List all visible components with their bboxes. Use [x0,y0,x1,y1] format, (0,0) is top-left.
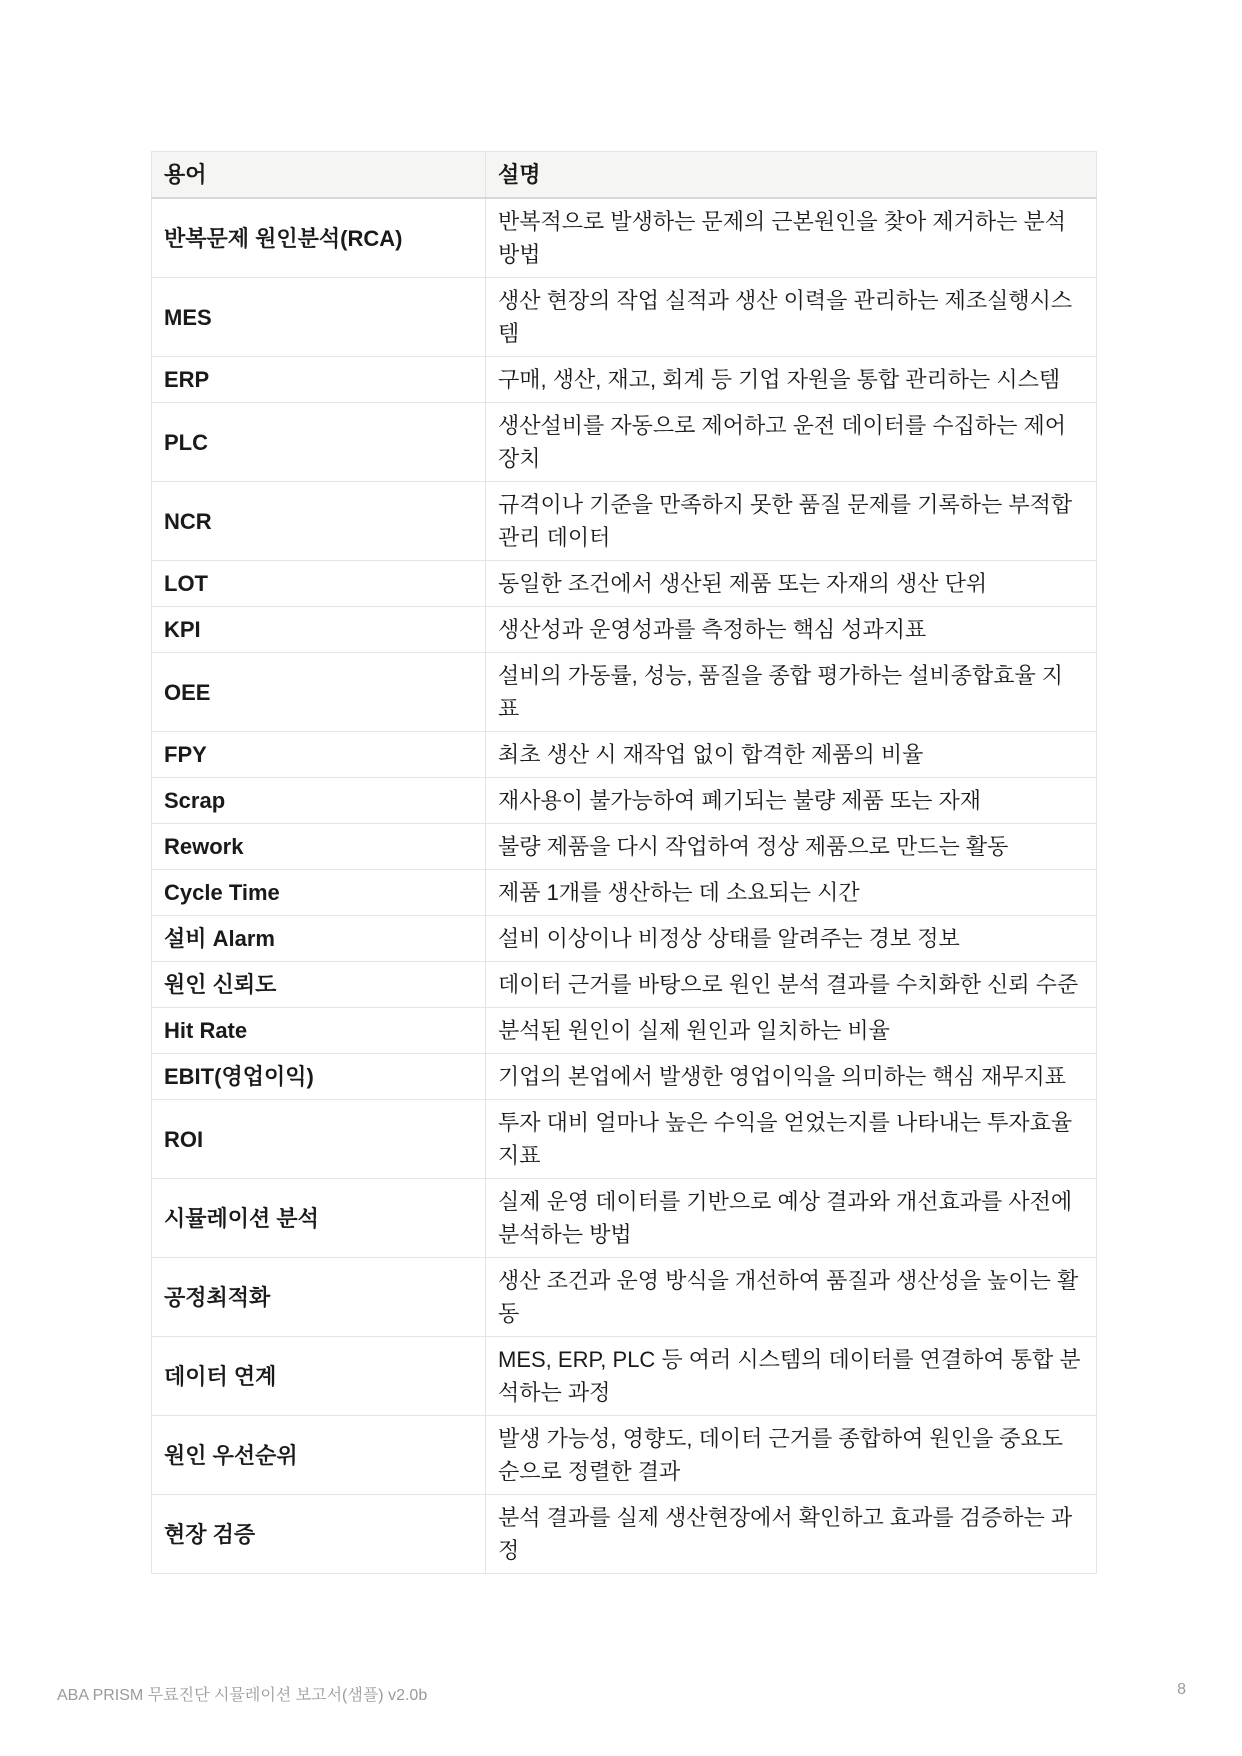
header-description: 설명 [486,152,1097,199]
term-cell: Cycle Time [152,870,486,916]
table-row [152,732,1097,778]
table-header-row [152,152,1097,199]
table-row [152,482,1097,561]
term-cell: ERP [152,357,486,403]
term-cell: FPY [152,732,486,778]
description-cell: 설비의 가동률, 성능, 품질을 종합 평가하는 설비종합효율 지표 [486,653,1097,732]
term-cell: Rework [152,824,486,870]
term-cell: ROI [152,1100,486,1179]
term-cell: 현장 검증 [152,1495,486,1574]
term-cell: NCR [152,482,486,561]
term-cell: PLC [152,403,486,482]
description-cell: 제품 1개를 생산하는 데 소요되는 시간 [486,870,1097,916]
table-row [152,824,1097,870]
term-cell: Scrap [152,778,486,824]
description-cell: 최초 생산 시 재작업 없이 합격한 제품의 비율 [486,732,1097,778]
footer-doc-title: ABA PRISM 무료진단 시뮬레이션 보고서(샘플) v2.0b [57,1687,428,1704]
term-cell: MES [152,278,486,357]
description-cell: 규격이나 기준을 만족하지 못한 품질 문제를 기록하는 부적합 관리 데이터 [486,482,1097,561]
table-row [152,870,1097,916]
description-cell: 투자 대비 얼마나 높은 수익을 얻었는지를 나타내는 투자효율 지표 [486,1100,1097,1179]
description-cell: 기업의 본업에서 발생한 영업이익을 의미하는 핵심 재무지표 [486,1054,1097,1100]
table-row [152,653,1097,732]
table-row [152,1179,1097,1258]
glossary-table [151,151,1097,1574]
description-cell: 분석된 원인이 실제 원인과 일치하는 비율 [486,1008,1097,1054]
table-row [152,778,1097,824]
description-cell: 동일한 조건에서 생산된 제품 또는 자재의 생산 단위 [486,561,1097,607]
term-cell: Hit Rate [152,1008,486,1054]
term-cell: 데이터 연계 [152,1337,486,1416]
description-cell: 생산설비를 자동으로 제어하고 운전 데이터를 수집하는 제어장치 [486,403,1097,482]
table-row [152,962,1097,1008]
table-row [152,561,1097,607]
table-row [152,357,1097,403]
table-row [152,916,1097,962]
page-number: 8 [1177,1681,1186,1698]
term-cell: 설비 Alarm [152,916,486,962]
description-cell: 구매, 생산, 재고, 회계 등 기업 자원을 통합 관리하는 시스템 [486,357,1097,403]
table-row [152,1258,1097,1337]
term-cell: LOT [152,561,486,607]
description-cell: 발생 가능성, 영향도, 데이터 근거를 종합하여 원인을 중요도 순으로 정렬한 결과 [486,1416,1097,1495]
term-cell: 시뮬레이션 분석 [152,1179,486,1258]
table-row [152,1416,1097,1495]
table-row [152,403,1097,482]
description-cell: 분석 결과를 실제 생산현장에서 확인하고 효과를 검증하는 과정 [486,1495,1097,1574]
table-row [152,607,1097,653]
description-cell: MES, ERP, PLC 등 여러 시스템의 데이터를 연결하여 통합 분석하는 과정 [486,1337,1097,1416]
header-term: 용어 [152,152,486,199]
description-cell: 생산 현장의 작업 실적과 생산 이력을 관리하는 제조실행시스템 [486,278,1097,357]
table-row [152,278,1097,357]
table-row [152,1337,1097,1416]
term-cell: 반복문제 원인분석(RCA) [152,198,486,278]
table-row [152,198,1097,278]
table-row [152,1100,1097,1179]
description-cell: 실제 운영 데이터를 기반으로 예상 결과와 개선효과를 사전에 분석하는 방법 [486,1179,1097,1258]
term-cell: EBIT(영업이익) [152,1054,486,1100]
description-cell: 데이터 근거를 바탕으로 원인 분석 결과를 수치화한 신뢰 수준 [486,962,1097,1008]
term-cell: 공정최적화 [152,1258,486,1337]
description-cell: 생산성과 운영성과를 측정하는 핵심 성과지표 [486,607,1097,653]
term-cell: 원인 우선순위 [152,1416,486,1495]
table-row [152,1008,1097,1054]
description-cell: 불량 제품을 다시 작업하여 정상 제품으로 만드는 활동 [486,824,1097,870]
description-cell: 반복적으로 발생하는 문제의 근본원인을 찾아 제거하는 분석 방법 [486,198,1097,278]
table-row [152,1495,1097,1574]
term-cell: 원인 신뢰도 [152,962,486,1008]
description-cell: 재사용이 불가능하여 폐기되는 불량 제품 또는 자재 [486,778,1097,824]
description-cell: 설비 이상이나 비정상 상태를 알려주는 경보 정보 [486,916,1097,962]
term-cell: OEE [152,653,486,732]
table-row [152,1054,1097,1100]
description-cell: 생산 조건과 운영 방식을 개선하여 품질과 생산성을 높이는 활동 [486,1258,1097,1337]
term-cell: KPI [152,607,486,653]
